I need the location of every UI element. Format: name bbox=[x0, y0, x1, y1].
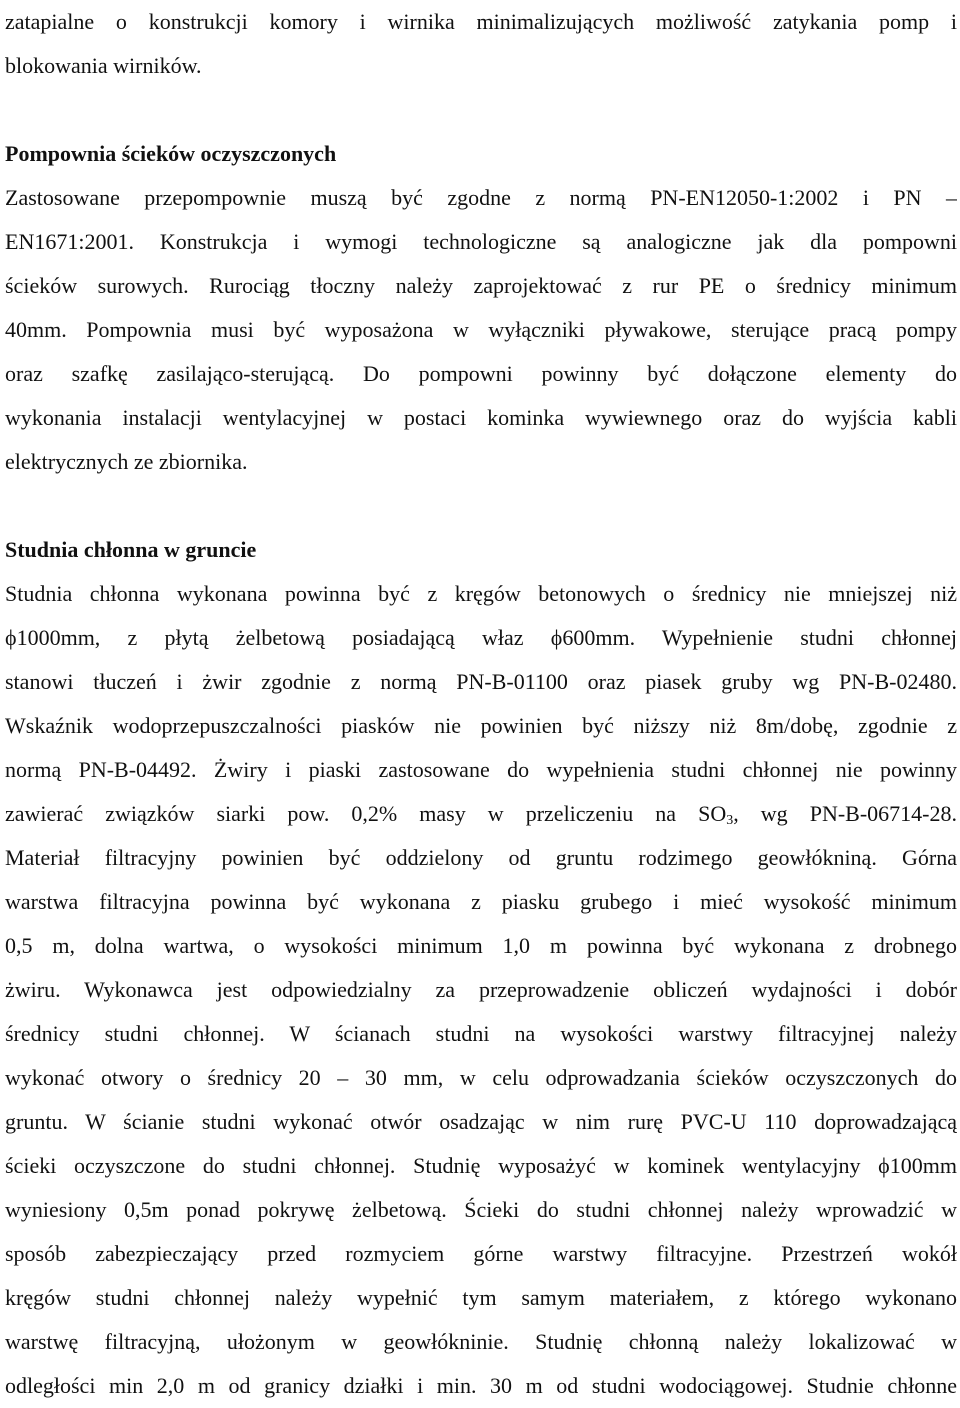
section-studnia bbox=[5, 528, 957, 1408]
text-line: Materiał filtracyjny powinien być oddzielony od gruntu rodzimego geowłókniną. Górna bbox=[5, 845, 957, 870]
intro-paragraph bbox=[5, 0, 957, 88]
text-line: wykonania instalacji wentylacyjnej w postaci kominka wywiewnego oraz do wyjścia kabli bbox=[5, 405, 957, 430]
text-line: wykonać otwory o średnicy 20 – 30 mm, w celu odprowadzania ścieków oczyszczonych do bbox=[5, 1065, 957, 1090]
text-line: oraz szafkę zasilająco-sterującą. Do pompowni powinny być dołączone elementy do bbox=[5, 361, 957, 386]
subscript: 3 bbox=[726, 813, 734, 828]
text-line: gruntu. W ścianie studni wykonać otwór osadzając w nim rurę PVC-U 110 doprowadzającą bbox=[5, 1109, 957, 1134]
text-fragment: , wg PN-B-06714-28. bbox=[733, 801, 957, 826]
text-line: EN1671:2001. Konstrukcja i wymogi technologiczne są analogiczne jak dla pompowni bbox=[5, 229, 957, 254]
text-line: ϕ1000mm, z płytą żelbetową posiadającą właz ϕ600mm. Wypełnienie studni chłonnej bbox=[5, 625, 957, 650]
text-line: 0,5 m, dolna wartwa, o wysokości minimum 1,0 m powinna być wykonana z drobnego bbox=[5, 933, 957, 958]
text-fragment: zawierać związków siarki pow. 0,2% masy w przeliczeniu na SO bbox=[5, 801, 727, 826]
section-heading: Pompownia ścieków oczyszczonych bbox=[5, 141, 337, 166]
text-line: Zastosowane przepompownie muszą być zgodne z normą PN-EN12050-1:2002 i PN – bbox=[5, 185, 957, 210]
document-page bbox=[5, 0, 957, 1408]
text-line: Wskaźnik wodoprzepuszczalności piasków nie powinien być niższy niż 8m/dobę, zgodnie z bbox=[5, 713, 957, 738]
text-line: normą PN-B-04492. Żwiry i piaski zastosowane do wypełnienia studni chłonnej nie powinny bbox=[5, 757, 957, 782]
text-line: sposób zabezpieczający przed rozmyciem górne warstwy filtracyjne. Przestrzeń wokół bbox=[5, 1241, 957, 1266]
text-line: blokowania wirników. bbox=[5, 53, 202, 78]
text-line: kręgów studni chłonnej należy wypełnić tym samym materiałem, z którego wykonano bbox=[5, 1285, 957, 1310]
text-line: ścieków surowych. Rurociąg tłoczny należy zaprojektować z rur PE o średnicy minimum bbox=[5, 273, 957, 298]
text-line: Studnia chłonna wykonana powinna być z kręgów betonowych o średnicy nie mniejszej niż bbox=[5, 581, 957, 606]
text-line: wyniesiony 0,5m ponad pokrywę żelbetową. Ścieki do studni chłonnej należy wprowadzić w bbox=[5, 1197, 957, 1222]
text-line: średnicy studni chłonnej. W ścianach studni na wysokości warstwy filtracyjnej należy bbox=[5, 1021, 957, 1046]
text-line: warstwa filtracyjna powinna być wykonana z piasku grubego i mieć wysokość minimum bbox=[5, 889, 957, 914]
section-pompownia bbox=[5, 132, 957, 484]
text-line: elektrycznych ze zbiornika. bbox=[5, 449, 248, 474]
text-line: warstwę filtracyjną, ułożonym w geowłókninie. Studnię chłonną należy lokalizować w bbox=[5, 1329, 957, 1354]
text-line: zatapialne o konstrukcji komory i wirnika minimalizujących możliwość zatykania pomp i bbox=[5, 9, 957, 34]
paragraph-gap bbox=[5, 484, 957, 528]
text-line: odległości min 2,0 m od granicy działki i min. 30 m od studni wodociągowej. Studnie chłonne bbox=[5, 1373, 957, 1398]
paragraph-gap bbox=[5, 88, 957, 132]
text-line: stanowi tłuczeń i żwir zgodnie z normą PN-B-01100 oraz piasek gruby wg PN-B-02480. bbox=[5, 669, 957, 694]
text-line-with-subscript bbox=[5, 792, 957, 836]
text-line: 40mm. Pompownia musi być wyposażona w wyłączniki pływakowe, sterujące pracą pompy bbox=[5, 317, 957, 342]
text-line: żwiru. Wykonawca jest odpowiedzialny za przeprowadzenie obliczeń wydajności i dobór bbox=[5, 977, 957, 1002]
text-line: ścieki oczyszczone do studni chłonnej. Studnię wyposażyć w kominek wentylacyjny ϕ100mm bbox=[5, 1153, 957, 1178]
section-heading: Studnia chłonna w gruncie bbox=[5, 537, 257, 562]
